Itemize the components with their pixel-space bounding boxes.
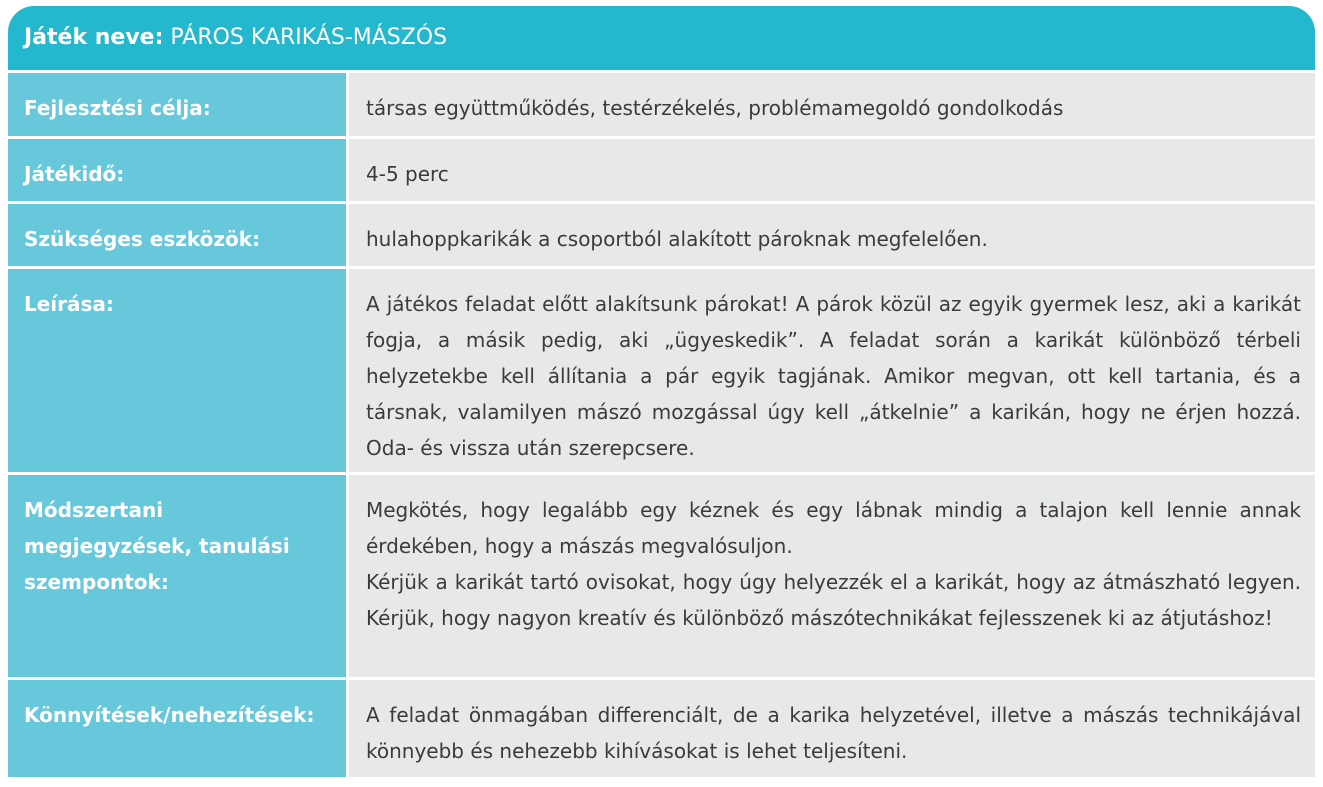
- row-required-tools: [8, 204, 1315, 266]
- game-name-value: PÁROS KARIKÁS-MÁSZÓS: [170, 25, 448, 50]
- methodological-notes-paragraph-1: Megkötés, hogy legalább egy kéznek és egy lábnak mindig a talajon kell lennie annak érdekében, hogy a mászás megvalósuljon.: [366, 498, 1301, 558]
- row-easier-harder: [8, 680, 1315, 777]
- game-title-bar: [8, 6, 1315, 70]
- description-label: Leírása:: [8, 269, 346, 472]
- development-goal-value: társas együttműködés, testérzékelés, problémamegoldó gondolkodás: [349, 73, 1315, 136]
- required-tools-label: Szükséges eszközök:: [8, 204, 346, 266]
- game-name-label: Játék neve:: [24, 25, 164, 50]
- required-tools-value: hulahoppkarikák a csoportból alakított pároknak megfelelően.: [349, 204, 1315, 266]
- methodological-notes-label: Módszertani megjegyzések, tanulási szempontok:: [8, 475, 346, 677]
- description-value: A játékos feladat előtt alakítsunk párokat! A párok közül az egyik gyermek lesz, aki a karikát fogja, a másik pedig, aki „ügyeskedik”. A feladat során a karikát különböző térbeli helyzetekbe kell állítania a pár egyik tagjának. Amikor megvan, ott kell tartania, és a társnak, valamilyen mászó mozgással úgy kell „átkelnie” a karikán, hogy ne érjen hozzá. Oda- és vissza után szerepcsere.: [349, 269, 1315, 472]
- row-description: [8, 269, 1315, 472]
- row-development-goal: [8, 73, 1315, 136]
- row-methodological-notes: [8, 475, 1315, 677]
- info-table: [8, 73, 1315, 777]
- development-goal-label: Fejlesztési célja:: [8, 73, 346, 136]
- easier-harder-value: A feladat önmagában differenciált, de a karika helyzetével, illetve a mászás technikájával könnyebb és nehezebb kihívásokat is lehet teljesíteni.: [349, 680, 1315, 777]
- easier-harder-label: Könnyítések/nehezítések:: [8, 680, 346, 777]
- game-time-value: 4-5 perc: [349, 139, 1315, 201]
- game-card: [8, 6, 1315, 780]
- methodological-notes-value: [349, 475, 1315, 677]
- row-game-time: [8, 139, 1315, 201]
- game-time-label: Játékidő:: [8, 139, 346, 201]
- methodological-notes-paragraph-2: Kérjük a karikát tartó ovisokat, hogy úgy helyezzék el a karikát, hogy az átmászható legyen. Kérjük, hogy nagyon kreatív és különböző mászótechnikákat fejlesszenek ki az átjutáshoz!: [366, 570, 1301, 630]
